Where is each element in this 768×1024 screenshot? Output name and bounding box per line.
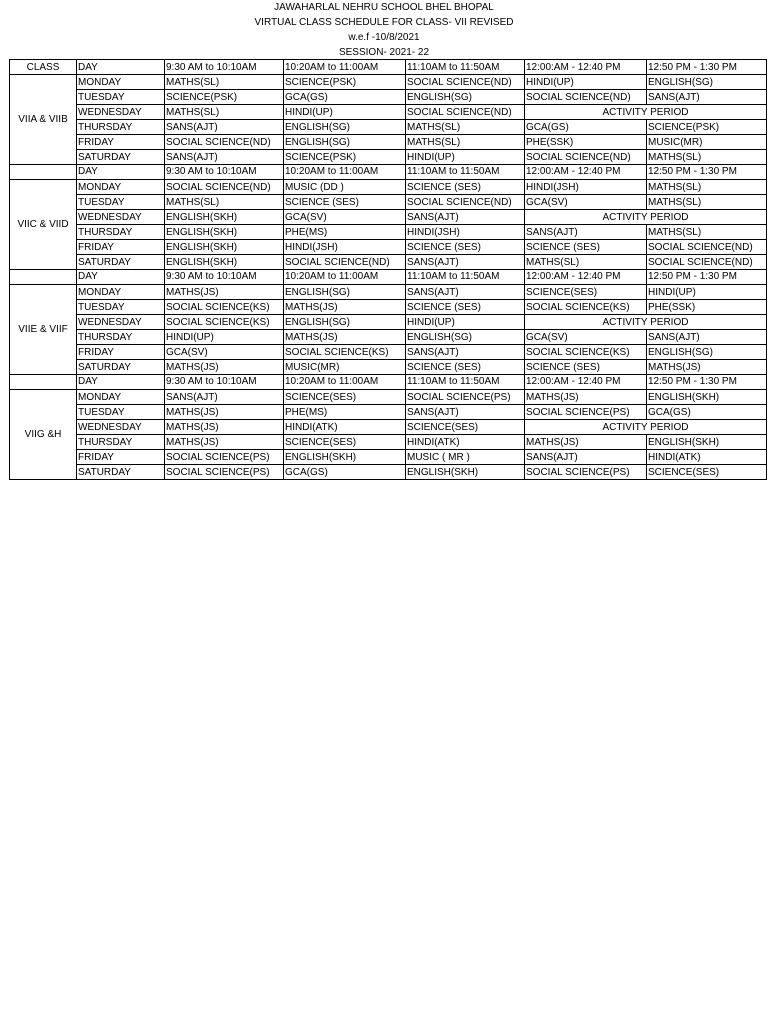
day-cell: WEDNESDAY xyxy=(77,105,165,120)
blank-class-cell xyxy=(10,375,77,390)
subject-cell: MATHS(SL) xyxy=(406,120,525,135)
subject-cell: MATHS(JS) xyxy=(165,285,284,300)
subject-cell: ENGLISH(SKH) xyxy=(165,255,284,270)
period-time-row xyxy=(10,375,767,390)
subject-cell: GCA(GS) xyxy=(284,90,406,105)
table-row xyxy=(10,180,767,195)
subject-cell: ENGLISH(SG) xyxy=(406,330,525,345)
header-class-cell: CLASS xyxy=(10,60,77,75)
subject-cell: SCIENCE (SES) xyxy=(406,300,525,315)
subject-cell: SOCIAL SCIENCE(ND) xyxy=(406,75,525,90)
subject-cell: HINDI(UP) xyxy=(406,150,525,165)
day-cell: TUESDAY xyxy=(77,90,165,105)
subject-cell: SOCIAL SCIENCE(PS) xyxy=(525,405,647,420)
subject-cell: MATHS(JS) xyxy=(284,330,406,345)
subject-cell: PHE(MS) xyxy=(284,405,406,420)
subject-cell: SCIENCE(SES) xyxy=(647,465,767,480)
table-row xyxy=(10,285,767,300)
subject-cell: SCIENCE (SES) xyxy=(525,360,647,375)
activity-period-cell: ACTIVITY PERIOD xyxy=(525,315,767,330)
subject-cell: SANS(AJT) xyxy=(165,120,284,135)
day-cell: MONDAY xyxy=(77,75,165,90)
day-cell: MONDAY xyxy=(77,285,165,300)
blank-class-cell xyxy=(10,270,77,285)
subject-cell: GCA(GS) xyxy=(647,405,767,420)
subject-cell: ENGLISH(SG) xyxy=(284,120,406,135)
subject-cell: GCA(GS) xyxy=(284,465,406,480)
day-cell: THURSDAY xyxy=(77,225,165,240)
day-cell: FRIDAY xyxy=(77,450,165,465)
table-row xyxy=(10,225,767,240)
document-header xyxy=(0,0,768,60)
subject-cell: PHE(MS) xyxy=(284,225,406,240)
subject-cell: MATHS(JS) xyxy=(165,420,284,435)
subject-cell: HINDI(ATK) xyxy=(406,435,525,450)
header-period-cell: 12:00:AM - 12:40 PM xyxy=(525,270,647,285)
header-period-cell: 10:20AM to 11:00AM xyxy=(284,375,406,390)
table-row xyxy=(10,300,767,315)
header-period-cell: 12:00:AM - 12:40 PM xyxy=(525,165,647,180)
header-period-cell: 12:50 PM - 1:30 PM xyxy=(647,60,767,75)
subject-cell: HINDI(JSH) xyxy=(284,240,406,255)
header-period-cell: 12:50 PM - 1:30 PM xyxy=(647,165,767,180)
table-row xyxy=(10,195,767,210)
subject-cell: SANS(AJT) xyxy=(525,225,647,240)
subject-cell: SCIENCE (SES) xyxy=(284,195,406,210)
table-row xyxy=(10,120,767,135)
subject-cell: SCIENCE(PSK) xyxy=(284,150,406,165)
subject-cell: ENGLISH(SG) xyxy=(406,90,525,105)
subject-cell: MATHS(SL) xyxy=(647,225,767,240)
table-row xyxy=(10,405,767,420)
schedule-title: VIRTUAL CLASS SCHEDULE FOR CLASS- VII REVISED xyxy=(254,17,514,28)
subject-cell: SCIENCE(PSK) xyxy=(284,75,406,90)
table-row xyxy=(10,90,767,105)
subject-cell: MATHS(JS) xyxy=(284,300,406,315)
subject-cell: MATHS(SL) xyxy=(525,255,647,270)
subject-cell: MATHS(SL) xyxy=(647,195,767,210)
subject-cell: SOCIAL SCIENCE(KS) xyxy=(525,345,647,360)
subject-cell: HINDI(JSH) xyxy=(525,180,647,195)
day-cell: WEDNESDAY xyxy=(77,420,165,435)
header-period-cell: 9:30 AM to 10:10AM xyxy=(165,60,284,75)
table-row xyxy=(10,105,767,120)
subject-cell: MATHS(JS) xyxy=(525,390,647,405)
header-day-cell: DAY xyxy=(77,60,165,75)
subject-cell: MATHS(SL) xyxy=(647,150,767,165)
subject-cell: SOCIAL SCIENCE(PS) xyxy=(525,465,647,480)
subject-cell: HINDI(UP) xyxy=(165,330,284,345)
header-period-cell: 11:10AM to 11:50AM xyxy=(406,165,525,180)
header-period-cell: 11:10AM to 11:50AM xyxy=(406,375,525,390)
subject-cell: SCIENCE(SES) xyxy=(406,420,525,435)
header-period-cell: 11:10AM to 11:50AM xyxy=(406,270,525,285)
blank-class-cell xyxy=(10,165,77,180)
subject-cell: SOCIAL SCIENCE(PS) xyxy=(165,450,284,465)
subject-cell: SCIENCE (SES) xyxy=(406,240,525,255)
day-cell: FRIDAY xyxy=(77,240,165,255)
subject-cell: HINDI(UP) xyxy=(647,285,767,300)
header-period-cell: 9:30 AM to 10:10AM xyxy=(165,375,284,390)
subject-cell: SOCIAL SCIENCE(KS) xyxy=(284,345,406,360)
header-period-cell: 9:30 AM to 10:10AM xyxy=(165,270,284,285)
header-period-cell: 9:30 AM to 10:10AM xyxy=(165,165,284,180)
subject-cell: GCA(GS) xyxy=(525,120,647,135)
subject-cell: ENGLISH(SKH) xyxy=(165,225,284,240)
day-cell: SATURDAY xyxy=(77,465,165,480)
table-row xyxy=(10,360,767,375)
day-cell: TUESDAY xyxy=(77,195,165,210)
table-row xyxy=(10,420,767,435)
subject-cell: SCIENCE(PSK) xyxy=(165,90,284,105)
header-day-cell: DAY xyxy=(77,165,165,180)
subject-cell: SANS(AJT) xyxy=(406,255,525,270)
subject-cell: SCIENCE(SES) xyxy=(284,390,406,405)
subject-cell: SOCIAL SCIENCE(PS) xyxy=(406,390,525,405)
subject-cell: GCA(SV) xyxy=(165,345,284,360)
table-row xyxy=(10,345,767,360)
period-time-row xyxy=(10,165,767,180)
subject-cell: SOCIAL SCIENCE(ND) xyxy=(165,135,284,150)
day-cell: TUESDAY xyxy=(77,300,165,315)
table-row xyxy=(10,435,767,450)
subject-cell: SANS(AJT) xyxy=(165,390,284,405)
subject-cell: HINDI(UP) xyxy=(406,315,525,330)
subject-cell: ENGLISH(SG) xyxy=(647,345,767,360)
table-row xyxy=(10,450,767,465)
subject-cell: MATHS(JS) xyxy=(165,435,284,450)
subject-cell: ENGLISH(SG) xyxy=(284,315,406,330)
schedule-table xyxy=(9,59,767,480)
subject-cell: SANS(AJT) xyxy=(406,405,525,420)
effective-date: w.e.f -10/8/2021 xyxy=(348,32,420,43)
subject-cell: SOCIAL SCIENCE(ND) xyxy=(165,180,284,195)
subject-cell: GCA(SV) xyxy=(284,210,406,225)
subject-cell: MUSIC(MR) xyxy=(284,360,406,375)
table-row xyxy=(10,330,767,345)
subject-cell: SCIENCE(SES) xyxy=(525,285,647,300)
subject-cell: SOCIAL SCIENCE(ND) xyxy=(647,240,767,255)
subject-cell: MATHS(SL) xyxy=(165,195,284,210)
subject-cell: HINDI(JSH) xyxy=(406,225,525,240)
day-cell: TUESDAY xyxy=(77,405,165,420)
table-row xyxy=(10,150,767,165)
header-day-cell: DAY xyxy=(77,270,165,285)
subject-cell: SCIENCE (SES) xyxy=(406,180,525,195)
subject-cell: SANS(AJT) xyxy=(406,285,525,300)
header-period-cell: 10:20AM to 11:00AM xyxy=(284,60,406,75)
subject-cell: MATHS(SL) xyxy=(165,105,284,120)
subject-cell: GCA(SV) xyxy=(525,195,647,210)
subject-cell: SANS(AJT) xyxy=(525,450,647,465)
table-row xyxy=(10,240,767,255)
subject-cell: PHE(SSK) xyxy=(525,135,647,150)
subject-cell: SANS(AJT) xyxy=(647,90,767,105)
subject-cell: HINDI(UP) xyxy=(284,105,406,120)
period-time-row xyxy=(10,270,767,285)
header-period-cell: 12:50 PM - 1:30 PM xyxy=(647,270,767,285)
header-period-cell: 12:50 PM - 1:30 PM xyxy=(647,375,767,390)
subject-cell: ENGLISH(SKH) xyxy=(284,450,406,465)
table-row xyxy=(10,210,767,225)
subject-cell: SOCIAL SCIENCE(ND) xyxy=(406,105,525,120)
subject-cell: MATHS(JS) xyxy=(647,360,767,375)
subject-cell: HINDI(UP) xyxy=(525,75,647,90)
subject-cell: SCIENCE(SES) xyxy=(284,435,406,450)
subject-cell: HINDI(ATK) xyxy=(647,450,767,465)
subject-cell: SOCIAL SCIENCE(KS) xyxy=(165,300,284,315)
subject-cell: PHE(SSK) xyxy=(647,300,767,315)
subject-cell: MATHS(JS) xyxy=(525,435,647,450)
subject-cell: MATHS(SL) xyxy=(165,75,284,90)
table-row xyxy=(10,255,767,270)
day-cell: SATURDAY xyxy=(77,360,165,375)
session-label: SESSION- 2021- 22 xyxy=(338,47,430,58)
table-row xyxy=(10,390,767,405)
class-name-cell: VIIA & VIIB xyxy=(10,75,77,165)
subject-cell: SOCIAL SCIENCE(ND) xyxy=(406,195,525,210)
subject-cell: ENGLISH(SG) xyxy=(647,75,767,90)
table-row xyxy=(10,75,767,90)
class-name-cell: VIIG &H xyxy=(10,390,77,480)
subject-cell: SANS(AJT) xyxy=(406,345,525,360)
subject-cell: GCA(SV) xyxy=(525,330,647,345)
subject-cell: SANS(AJT) xyxy=(406,210,525,225)
subject-cell: MATHS(JS) xyxy=(165,360,284,375)
subject-cell: MATHS(SL) xyxy=(647,180,767,195)
day-cell: WEDNESDAY xyxy=(77,315,165,330)
day-cell: SATURDAY xyxy=(77,255,165,270)
day-cell: WEDNESDAY xyxy=(77,210,165,225)
day-cell: THURSDAY xyxy=(77,435,165,450)
table-row xyxy=(10,315,767,330)
subject-cell: ENGLISH(SKH) xyxy=(165,240,284,255)
subject-cell: SCIENCE(PSK) xyxy=(647,120,767,135)
header-period-cell: 10:20AM to 11:00AM xyxy=(284,165,406,180)
subject-cell: ENGLISH(SKH) xyxy=(647,390,767,405)
day-cell: THURSDAY xyxy=(77,120,165,135)
subject-cell: ENGLISH(SKH) xyxy=(647,435,767,450)
day-cell: FRIDAY xyxy=(77,135,165,150)
header-period-cell: 10:20AM to 11:00AM xyxy=(284,270,406,285)
header-period-cell: 11:10AM to 11:50AM xyxy=(406,60,525,75)
subject-cell: SOCIAL SCIENCE(KS) xyxy=(165,315,284,330)
header-period-cell: 12:00:AM - 12:40 PM xyxy=(525,375,647,390)
day-cell: THURSDAY xyxy=(77,330,165,345)
subject-cell: MUSIC ( MR ) xyxy=(406,450,525,465)
subject-cell: HINDI(ATK) xyxy=(284,420,406,435)
day-cell: MONDAY xyxy=(77,390,165,405)
subject-cell: SOCIAL SCIENCE(ND) xyxy=(284,255,406,270)
subject-cell: SCIENCE (SES) xyxy=(406,360,525,375)
subject-cell: MUSIC (DD ) xyxy=(284,180,406,195)
subject-cell: SANS(AJT) xyxy=(165,150,284,165)
subject-cell: MATHS(JS) xyxy=(165,405,284,420)
subject-cell: SOCIAL SCIENCE(PS) xyxy=(165,465,284,480)
subject-cell: ENGLISH(SKH) xyxy=(165,210,284,225)
subject-cell: SOCIAL SCIENCE(KS) xyxy=(525,300,647,315)
class-name-cell: VIIC & VIID xyxy=(10,180,77,270)
activity-period-cell: ACTIVITY PERIOD xyxy=(525,210,767,225)
table-header-row xyxy=(10,60,767,75)
school-name: JAWAHARLAL NEHRU SCHOOL BHEL BHOPAL xyxy=(274,2,494,13)
subject-cell: SCIENCE (SES) xyxy=(525,240,647,255)
subject-cell: ENGLISH(SG) xyxy=(284,135,406,150)
subject-cell: ENGLISH(SKH) xyxy=(406,465,525,480)
subject-cell: MUSIC(MR) xyxy=(647,135,767,150)
day-cell: MONDAY xyxy=(77,180,165,195)
subject-cell: SANS(AJT) xyxy=(647,330,767,345)
table-row xyxy=(10,465,767,480)
subject-cell: ENGLISH(SG) xyxy=(284,285,406,300)
header-period-cell: 12:00:AM - 12:40 PM xyxy=(525,60,647,75)
table-row xyxy=(10,135,767,150)
day-cell: FRIDAY xyxy=(77,345,165,360)
class-name-cell: VIIE & VIIF xyxy=(10,285,77,375)
subject-cell: SOCIAL SCIENCE(ND) xyxy=(525,150,647,165)
day-cell: SATURDAY xyxy=(77,150,165,165)
activity-period-cell: ACTIVITY PERIOD xyxy=(525,105,767,120)
subject-cell: SOCIAL SCIENCE(ND) xyxy=(647,255,767,270)
subject-cell: MATHS(SL) xyxy=(406,135,525,150)
subject-cell: SOCIAL SCIENCE(ND) xyxy=(525,90,647,105)
activity-period-cell: ACTIVITY PERIOD xyxy=(525,420,767,435)
header-day-cell: DAY xyxy=(77,375,165,390)
